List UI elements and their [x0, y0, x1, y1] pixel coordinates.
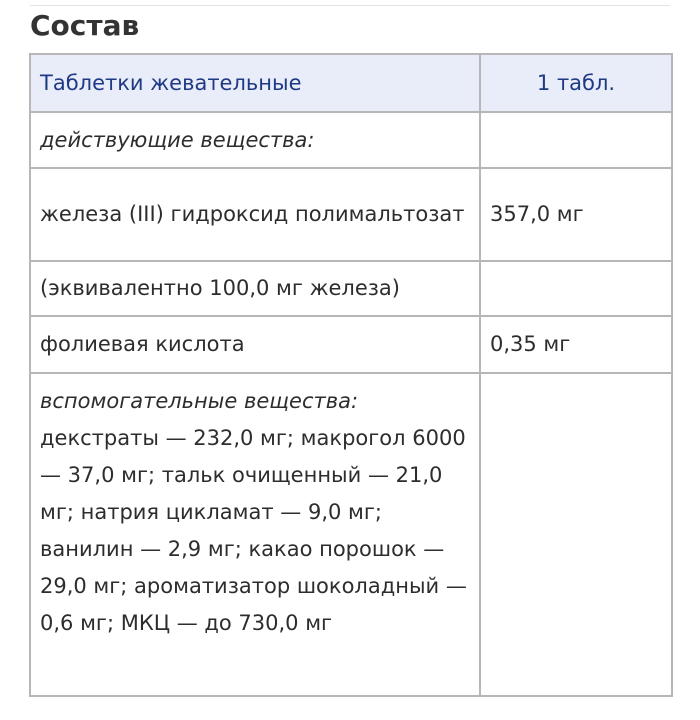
ingredient-name-cell: фолиевая кислота: [30, 316, 480, 373]
row-value-cell: [480, 261, 672, 316]
excipients-heading: вспомогательные вещества:: [40, 389, 359, 413]
ingredient-amount-cell: 357,0 мг: [480, 168, 672, 261]
table-row: [30, 168, 672, 261]
active-substances-heading: действующие вещества:: [30, 112, 480, 168]
table-row: [30, 112, 672, 168]
row-value-cell: [480, 112, 672, 168]
table-row: [30, 316, 672, 373]
row-value-cell: [480, 373, 672, 696]
top-divider: [30, 5, 670, 6]
ingredient-name-cell: (эквивалентно 100,0 мг железа): [30, 261, 480, 316]
header-dose-cell: 1 табл.: [480, 54, 672, 112]
ingredient-amount-cell: 0,35 мг: [480, 316, 672, 373]
composition-table: [29, 53, 673, 697]
section-title: Состав: [30, 9, 140, 42]
table-row: [30, 261, 672, 316]
excipients-list: декстраты — 232,0 мг; макрогол 6000 — 37,0 мг; тальк очищенный — 21,0 мг; натрия цикламат — 9,0 мг; ванилин — 2,9 мг; какао порошок — 29,0 мг; ароматизатор шоколадный — 0,6 мг; МКЦ — до 730,0 мг: [40, 426, 467, 635]
table-row: [30, 373, 672, 696]
table-header-row: [30, 54, 672, 112]
ingredient-name-cell: железа (III) гидроксид полимальтозат: [30, 168, 480, 261]
header-form-cell: Таблетки жевательные: [30, 54, 480, 112]
excipients-cell: [30, 373, 480, 696]
